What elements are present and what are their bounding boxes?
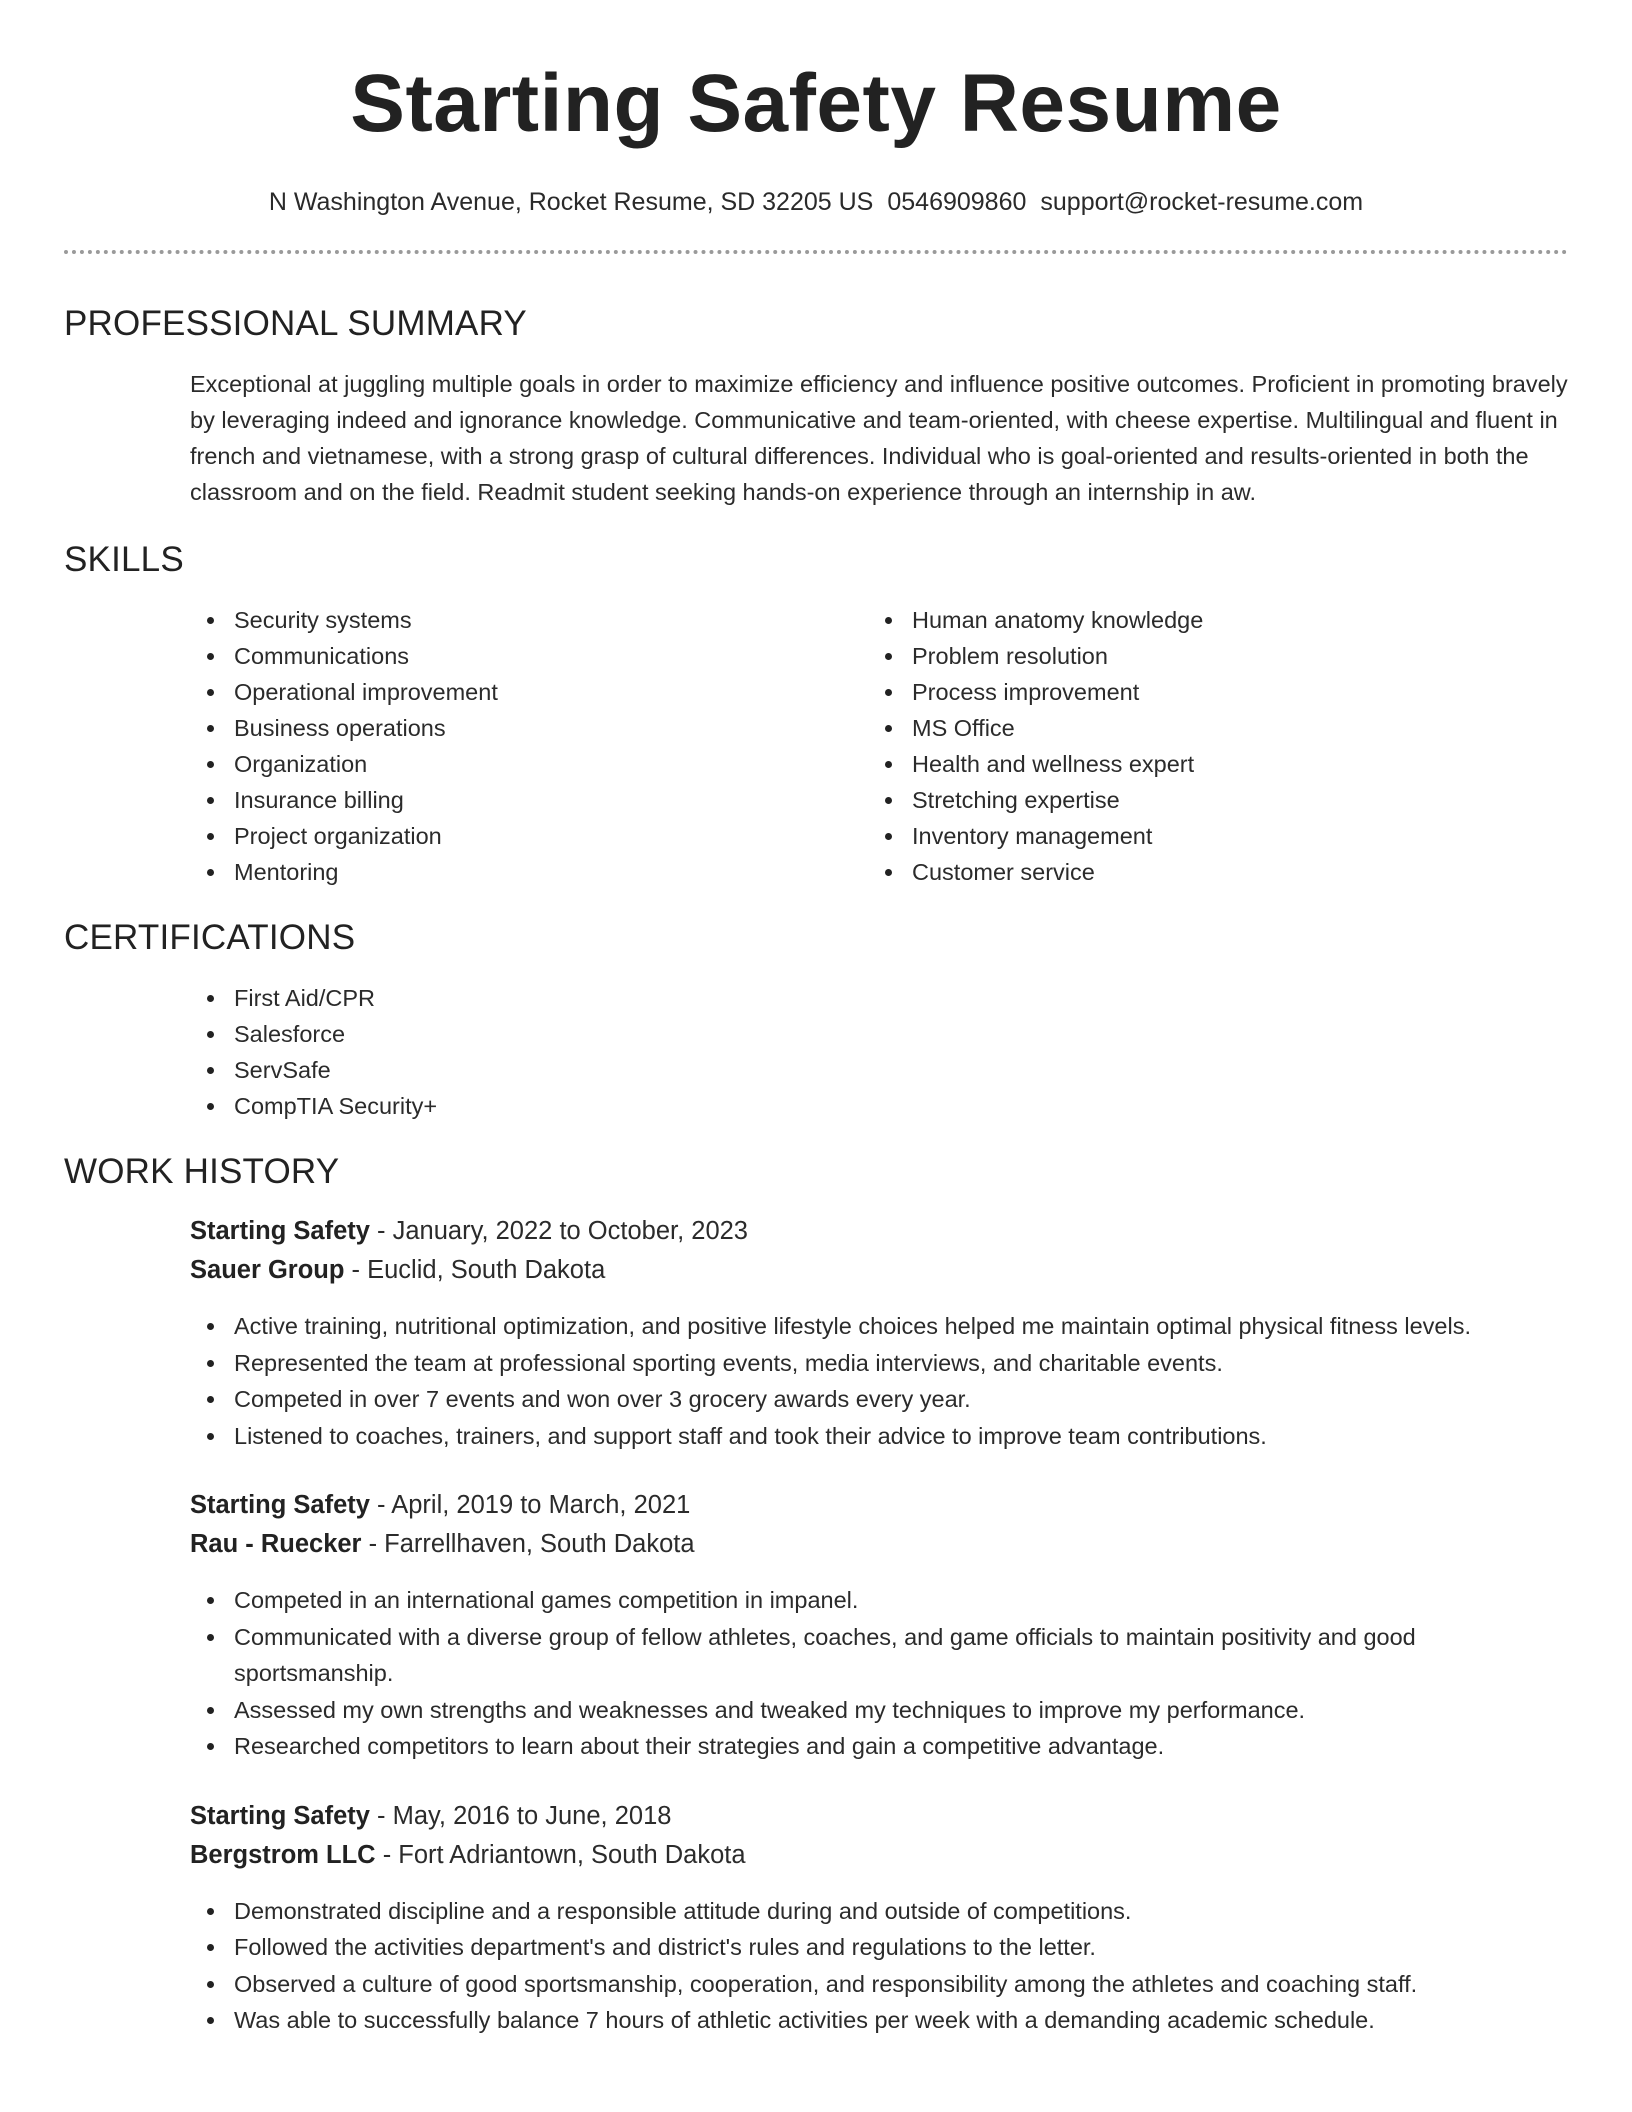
job-title-line bbox=[190, 1212, 1568, 1251]
job-dates: - May, 2016 to June, 2018 bbox=[369, 1801, 672, 1830]
skill-item: Problem resolution bbox=[912, 638, 1546, 674]
job-location: - Fort Adriantown, South Dakota bbox=[375, 1840, 746, 1869]
certifications-section bbox=[64, 980, 1568, 1124]
header-divider bbox=[64, 250, 1568, 254]
job-entry bbox=[190, 1486, 1568, 1765]
certification-item: First Aid/CPR bbox=[234, 980, 1568, 1016]
summary-section bbox=[64, 366, 1568, 510]
job-bullet: Listened to coaches, trainers, and support staff and took their advice to improve team contributions. bbox=[234, 1418, 1568, 1455]
certification-item: ServSafe bbox=[234, 1052, 1568, 1088]
skill-item: Health and wellness expert bbox=[912, 746, 1546, 782]
skill-item: Human anatomy knowledge bbox=[912, 602, 1546, 638]
job-bullet: Assessed my own strengths and weaknesses and tweaked my techniques to improve my performance. bbox=[234, 1692, 1568, 1729]
resume-name: Starting Safety Resume bbox=[350, 58, 1282, 149]
job-role: Starting Safety bbox=[190, 1217, 370, 1245]
skill-item: Communications bbox=[234, 638, 868, 674]
job-company: Bergstrom LLC bbox=[190, 1840, 376, 1869]
contact-email: support@rocket-resume.com bbox=[1040, 188, 1364, 216]
summary-title: PROFESSIONAL SUMMARY bbox=[64, 304, 527, 343]
skills-column-left bbox=[190, 602, 868, 890]
job-role: Starting Safety bbox=[190, 1801, 370, 1830]
skills-section bbox=[64, 602, 1568, 890]
contact-address: N Washington Avenue, Rocket Resume, SD 32205 US bbox=[268, 188, 874, 216]
job-location: - Farrellhaven, South Dakota bbox=[361, 1530, 695, 1558]
contact-line bbox=[64, 186, 1568, 218]
job-location: - Euclid, South Dakota bbox=[344, 1256, 606, 1284]
skill-item: Security systems bbox=[234, 602, 868, 638]
job-dates: - January, 2022 to October, 2023 bbox=[369, 1217, 748, 1245]
skills-column-right bbox=[868, 602, 1546, 890]
job-bullet: Competed in over 7 events and won over 3 grocery awards every year. bbox=[234, 1381, 1568, 1418]
job-company: Rau - Ruecker bbox=[190, 1530, 362, 1558]
job-entry bbox=[190, 1212, 1568, 1454]
job-company-line bbox=[190, 1836, 1568, 1875]
skill-item: Mentoring bbox=[234, 854, 868, 890]
job-bullet: Active training, nutritional optimization, and positive lifestyle choices helped me maintain optimal physical fitness levels. bbox=[234, 1308, 1568, 1345]
job-bullets bbox=[190, 1893, 1568, 2039]
job-bullets bbox=[190, 1582, 1568, 1765]
job-bullet: Communicated with a diverse group of fellow athletes, coaches, and game officials to maintain positivity and good sportsmanship. bbox=[234, 1619, 1568, 1692]
skill-item: Operational improvement bbox=[234, 674, 868, 710]
skill-item: Business operations bbox=[234, 710, 868, 746]
skill-item: Process improvement bbox=[912, 674, 1546, 710]
work-history-section bbox=[64, 1212, 1568, 2039]
job-bullet: Followed the activities department's and district's rules and regulations to the letter. bbox=[234, 1929, 1568, 1966]
job-dates: - April, 2019 to March, 2021 bbox=[369, 1491, 691, 1519]
job-bullet: Competed in an international games competition in impanel. bbox=[234, 1582, 1568, 1619]
job-company-line bbox=[190, 1251, 1568, 1290]
job-title-line bbox=[190, 1486, 1568, 1525]
job-title-line bbox=[190, 1797, 1568, 1836]
summary-text: Exceptional at juggling multiple goals in order to maximize efficiency and influence positive outcomes. Proficient in promoting bravely by leveraging indeed and ignorance knowledge. Communicative and team-oriented, with cheese expertise. Multilingual and fluent in french and vietnamese, with a strong grasp of cultural differences. Individual who is goal-oriented and results-oriented in both the classroom and on the field. Readmit student seeking hands-on experience through an internship in aw. bbox=[190, 371, 1568, 505]
job-entry bbox=[190, 1797, 1568, 2039]
skill-item: MS Office bbox=[912, 710, 1546, 746]
skill-item: Insurance billing bbox=[234, 782, 868, 818]
certification-item: Salesforce bbox=[234, 1016, 1568, 1052]
job-company-line bbox=[190, 1525, 1568, 1564]
job-company: Sauer Group bbox=[190, 1256, 345, 1284]
skills-title: SKILLS bbox=[64, 540, 184, 579]
job-bullet: Was able to successfully balance 7 hours of athletic activities per week with a demanding academic schedule. bbox=[234, 2002, 1568, 2039]
skill-item: Stretching expertise bbox=[912, 782, 1546, 818]
skill-item: Project organization bbox=[234, 818, 868, 854]
skill-item: Inventory management bbox=[912, 818, 1546, 854]
certifications-title: CERTIFICATIONS bbox=[64, 918, 356, 957]
skill-item: Customer service bbox=[912, 854, 1546, 890]
job-bullets bbox=[190, 1308, 1568, 1454]
certification-item: CompTIA Security+ bbox=[234, 1088, 1568, 1124]
job-bullet: Observed a culture of good sportsmanship, cooperation, and responsibility among the athletes and coaching staff. bbox=[234, 1966, 1568, 2003]
job-bullet: Demonstrated discipline and a responsible attitude during and outside of competitions. bbox=[234, 1893, 1568, 1930]
job-bullet: Researched competitors to learn about their strategies and gain a competitive advantage. bbox=[234, 1728, 1568, 1765]
job-role: Starting Safety bbox=[190, 1491, 370, 1519]
skills-grid bbox=[190, 602, 1568, 890]
contact-phone: 0546909860 bbox=[887, 188, 1027, 216]
job-bullet: Represented the team at professional sporting events, media interviews, and charitable events. bbox=[234, 1345, 1568, 1382]
resume-page bbox=[64, 0, 1568, 2039]
work-history-title: WORK HISTORY bbox=[64, 1152, 340, 1191]
skill-item: Organization bbox=[234, 746, 868, 782]
